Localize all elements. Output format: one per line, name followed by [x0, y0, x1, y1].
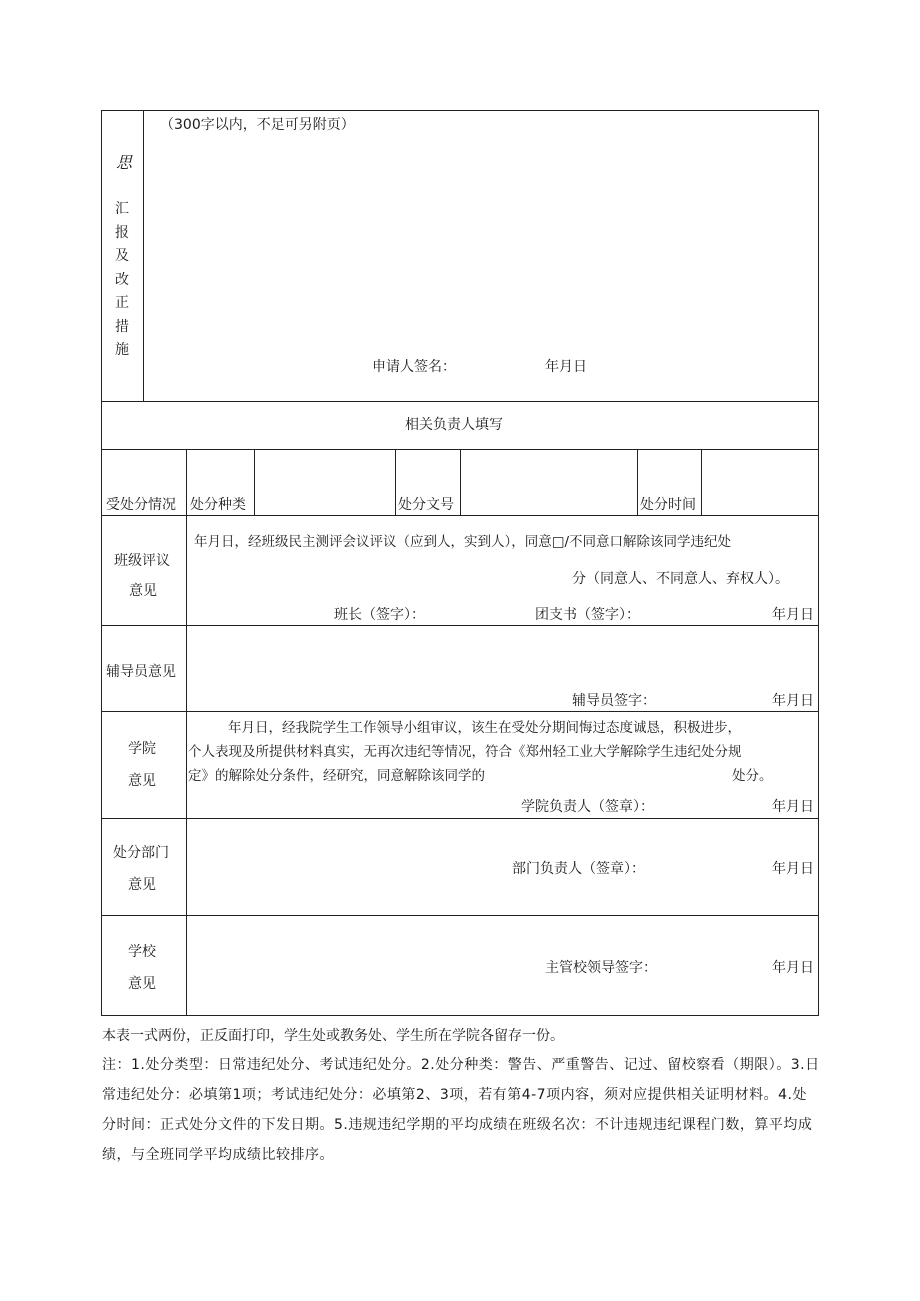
punish-div-1	[186, 449, 187, 516]
border-top	[101, 110, 819, 111]
college-date: 年月日	[772, 799, 814, 815]
punishment-doc-label: 处分文号	[398, 497, 454, 513]
section1-char: 报	[115, 224, 129, 241]
college-sign-label: 学院负责人（签章）：	[521, 799, 654, 815]
college-opinion-text-1: 年月日，经我院学生工作领导小组审议，该生在受处分期间悔过态度诚恳，积极进步，	[228, 720, 741, 736]
punishment-type-label: 处分种类	[190, 497, 246, 513]
section1-char: 改	[115, 271, 129, 288]
row-sep-4	[101, 625, 819, 626]
section1-left-label	[102, 198, 142, 363]
college-opinion-text-2: 个人表现及所提供材料真实，无再次违纪等情况，符合《郑州轻工业大学解除学生违纪处分规	[188, 744, 742, 760]
row-sep-5	[101, 711, 819, 712]
league-sign-label: 团支书（签字）：	[535, 607, 640, 623]
section1-char: 汇	[115, 201, 129, 217]
college-opinion-label-1: 学院	[128, 741, 156, 757]
section1-char: 及	[115, 248, 129, 264]
footer-note: 注：1.处分类型：日常违纪处分、考试违纪处分。2.处分种类：警告、严重警告、记过、留校察看（期限）。3.日常违纪处分：必填第1项；考试违纪处分：必填第2、3项，若有第4-7项内容，须对应提供相关证明材料。4.处分时间：正式处分文件的下发日期。5.违规违纪学期的平均成绩在班级名次：不计违规违纪课程门数，算平均成绩，与全班同学平均成绩比较排序。	[102, 1057, 820, 1163]
punishment-time-label: 处分时间	[640, 497, 696, 513]
applicant-sign-label: 申请人签名：	[372, 359, 456, 375]
row-sep-6	[101, 818, 819, 819]
punish-div-5	[637, 449, 638, 516]
section1-char: 施	[115, 342, 129, 358]
dept-opinion-label-2: 意见	[128, 877, 156, 893]
section1-hint: （300字以内，不足可另附页）	[160, 117, 355, 133]
counselor-date: 年月日	[772, 693, 814, 709]
school-date: 年月日	[772, 960, 814, 976]
punish-div-6	[701, 449, 702, 516]
row-sep-1	[101, 401, 819, 402]
college-opinion-label-2: 意见	[128, 773, 156, 789]
school-opinion-label-1: 学校	[128, 944, 156, 960]
row-sep-7	[101, 915, 819, 916]
counselor-opinion-label: 辅导员意见	[106, 664, 176, 680]
college-opinion-text-3b: 处分。	[732, 768, 773, 784]
border-bottom	[101, 1015, 819, 1016]
punishment-label: 受处分情况	[106, 497, 176, 513]
class-opinion-date: 年月日	[772, 607, 814, 623]
dept-opinion-label-1: 处分部门	[113, 845, 169, 861]
class-opinion-text-2: 分（同意人、不同意人、弃权人）。	[572, 571, 789, 587]
punish-div-3	[395, 449, 396, 516]
section1-divider	[143, 110, 144, 402]
school-opinion-label-2: 意见	[128, 976, 156, 992]
school-sign-label: 主管校领导签字：	[545, 960, 657, 976]
section1-char: 措	[115, 318, 129, 335]
college-opinion-text-3a: 定》的解除处分条件，经研究，同意解除该同学的	[188, 768, 485, 784]
dept-sign-label: 部门负责人（签章）：	[512, 861, 645, 877]
section1-char: 正	[115, 295, 129, 311]
class-opinion-label-1: 班级评议	[114, 553, 170, 569]
counselor-sign-label: 辅导员签字：	[572, 693, 656, 709]
class-opinion-text-1: 年月日，经班级民主测评会议评议（应到人，实到人），同意□/不同意口解除该同学违纪处	[194, 534, 732, 550]
applicant-sign-date: 年月日	[545, 359, 587, 375]
monitor-sign-label: 班长（签字）：	[334, 607, 425, 623]
class-opinion-label-2: 意见	[129, 583, 157, 599]
section-header: 相关负责人填写	[405, 417, 503, 433]
dept-date: 年月日	[772, 861, 814, 877]
section1-left-top-char: 思	[116, 153, 133, 172]
punish-div-4	[460, 449, 461, 516]
punish-div-2	[254, 449, 255, 516]
label-col-divider	[186, 515, 187, 1016]
footer-copies: 本表一式两份，正反面打印，学生处或教务处、学生所在学院各留存一份。	[102, 1028, 564, 1044]
border-right	[818, 110, 819, 1016]
